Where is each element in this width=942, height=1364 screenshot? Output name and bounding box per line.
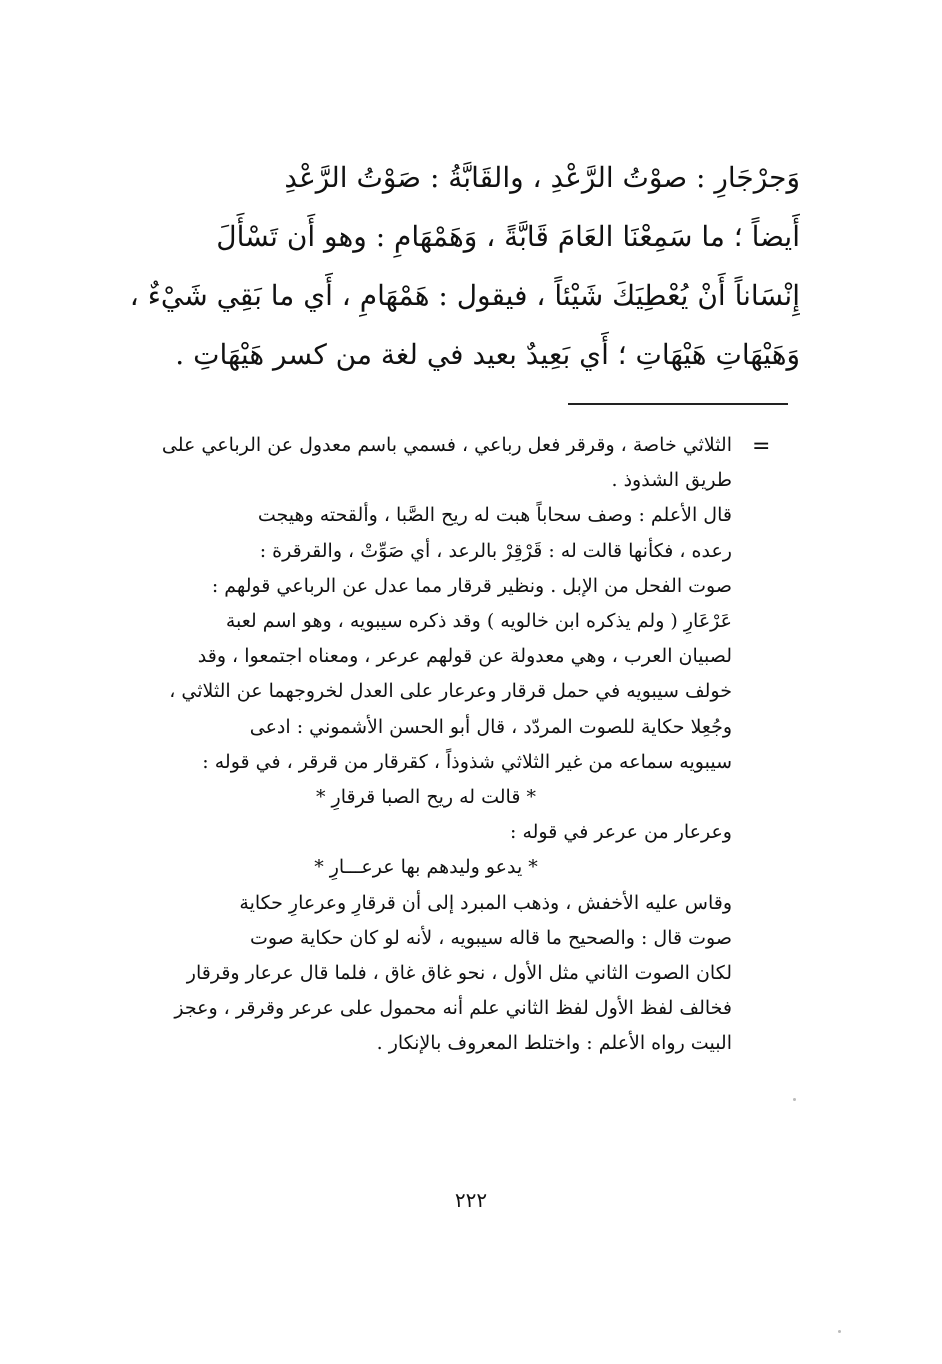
- footnote-divider: [568, 403, 788, 405]
- footnote-line: صوت قال : والصحيح ما قاله سيبويه ، لأنه لو كان حكاية صوت: [249, 926, 732, 949]
- main-text-line: وَهَيْهَاتِ هَيْهَاتِ ؛ أَي بَعِيدٌ بعيد في لغة من كسر هَيْهَاتِ .: [175, 338, 800, 371]
- footnote-line: فخالف لفظ الأول لفظ الثاني علم أنه محمول على عرعر وقرقر ، وعجز: [174, 997, 732, 1020]
- footnote-line: وعرعار من عرعر في قوله :: [510, 821, 732, 844]
- main-text-line: إِنْسَاناً أَنْ يُعْطِيَكَ شَيْئاً ، فيقول : هَمْهَامِ ، أَي ما بَقِي شَيْءٌ ،: [129, 279, 800, 312]
- footnote-line: خولف سيبويه في حمل قرقار وعرعار على العدل لخروجهما عن الثلاثي ،: [169, 680, 732, 703]
- footnote-continuation-marker: =: [752, 434, 771, 459]
- page-number: ٢٢٢: [454, 1188, 488, 1212]
- footnotes-block: [120, 428, 732, 1062]
- scan-speck: [793, 1098, 796, 1101]
- scan-speck: [838, 1330, 841, 1333]
- footnote-line: الثلاثي خاصة ، وقرقر فعل رباعي ، فسمي باسم معدول عن الرباعي على: [161, 434, 732, 456]
- footnote-line: قال الأعلم : وصف سحاباً هبت له ريح الصَّبا ، وألقحته وهيجت: [257, 504, 732, 527]
- main-text-line: أَيضاً ؛ ما سَمِعْنَا العَامَ قَابَّةً ، وَهَمْهَامِ : وهو أَن تَسْأَلَ: [216, 220, 800, 253]
- verse-line: * يدعو وليدهم بها عرعـــارِ *: [314, 856, 538, 879]
- footnote-line: لكان الصوت الثاني مثل الأول ، نحو غاق غاق ، فلما قال عرعار وقرقار: [186, 962, 732, 985]
- footnote-line: سيبويه سماعه من غير الثلاثي شذوذاً ، كقرقار من قرقر ، في قوله :: [202, 750, 732, 773]
- footnote-line: البيت رواه الأعلم : واختلط المعروف بالإنكار .: [376, 1032, 732, 1055]
- verse-line: * قالت له ريح الصبا قرقارِ *: [316, 786, 536, 809]
- footnote-line: لصبيان العرب ، وهي معدولة عن قولهم عرعر ، ومعناه اجتمعوا ، وقد: [197, 645, 732, 668]
- main-text-line: وَجرْجَارِ : صوْتُ الرَّعْدِ ، والقَابَّةُ : صَوْتُ الرَّعْدِ: [284, 161, 800, 194]
- footnote-line: عَرْعَارِ ( ولم يذكره ابن خالويه ) وقد ذكره سيبويه ، وهو اسم لعبة: [225, 610, 732, 633]
- footnote-line: صوت الفحل من الإبل . ونظير قرقار مما عدل عن الرباعي قولهم :: [211, 574, 732, 597]
- footnote-line: رعده ، فكأنها قالت له : قَرْقِرْ بالرعد ، أي صَوِّتْ ، والقرقرة :: [259, 539, 732, 562]
- footnote-line: طريق الشذوذ .: [611, 469, 732, 492]
- main-text-block: [108, 148, 800, 384]
- footnote-line: وجُعِلا حكاية للصوت المردّد ، قال أبو الحسن الأشموني : ادعى: [249, 715, 732, 738]
- footnote-line: وقاس عليه الأخفش ، وذهب المبرد إلى أن قرقارِ وعرعارِ حكاية: [239, 891, 732, 914]
